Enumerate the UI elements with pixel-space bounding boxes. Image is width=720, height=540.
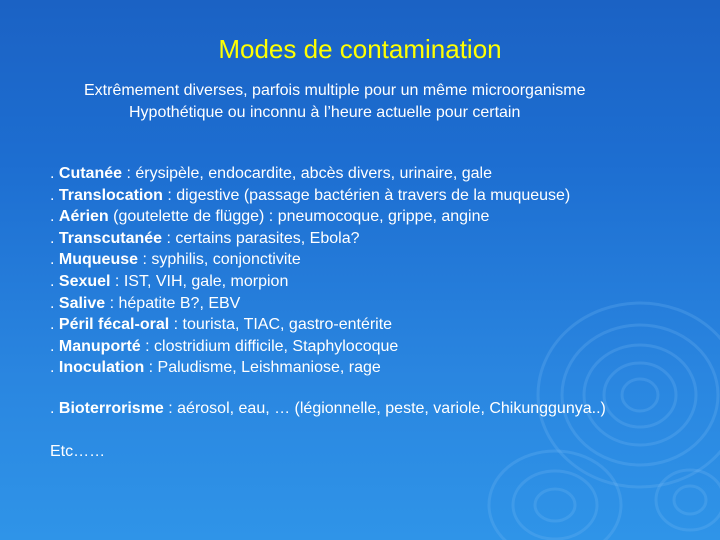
- list-item: [50, 314, 570, 336]
- bioterrorism-line: [50, 400, 606, 418]
- item-bullet: .: [50, 316, 59, 334]
- subtitle-line-1: Extrêmement diverses, parfois multiple pour un même microorganisme: [84, 82, 586, 99]
- item-bullet: .: [50, 337, 59, 355]
- item-description: : IST, VIH, gale, morpion: [110, 272, 289, 290]
- list-item: [50, 228, 570, 250]
- item-description: : syphilis, conjonctivite: [138, 251, 301, 269]
- item-description: : clostridium difficile, Staphylocoque: [140, 337, 399, 355]
- item-bullet: .: [50, 272, 59, 290]
- contamination-modes-list: [50, 163, 570, 379]
- item-term: Salive: [58, 294, 106, 312]
- item-description: (goutelette de flügge) : pneumocoque, grippe, angine: [108, 208, 490, 226]
- item-bullet: .: [50, 251, 59, 269]
- list-item: [50, 293, 570, 315]
- subtitle-line-2: Hypothétique ou inconnu à l’heure actuelle pour certain: [129, 104, 521, 121]
- item-bullet: .: [50, 359, 59, 377]
- list-item: [50, 357, 570, 379]
- item-term: Bioterrorisme: [58, 400, 164, 417]
- slide-title: Modes de contamination: [218, 34, 502, 64]
- item-description: : érysipèle, endocardite, abcès divers, urinaire, gale: [122, 165, 492, 182]
- item-description: : hépatite B?, EBV: [105, 294, 241, 312]
- item-term: Péril fécal-oral: [58, 316, 170, 334]
- item-term: Inoculation: [58, 359, 145, 377]
- list-item: [50, 336, 570, 358]
- item-description: : tourista, TIAC, gastro-entérite: [169, 316, 393, 334]
- list-item: [50, 206, 570, 228]
- item-term: Translocation: [58, 186, 163, 204]
- list-item: [50, 271, 570, 293]
- item-description: : aérosol, eau, … (légionnelle, peste, variole, Chikunggunya..): [163, 400, 606, 417]
- item-bullet: .: [50, 400, 59, 417]
- item-term: Cutanée: [58, 165, 123, 182]
- item-description: : certains parasites, Ebola?: [162, 229, 360, 247]
- item-bullet: .: [50, 208, 59, 226]
- list-item: [50, 249, 570, 271]
- list-item: [50, 185, 570, 207]
- etc-text: Etc……: [50, 443, 106, 460]
- item-term: Aérien: [58, 208, 109, 226]
- item-bullet: .: [50, 294, 59, 312]
- item-term: Muqueuse: [58, 251, 139, 269]
- item-term: Sexuel: [58, 272, 111, 290]
- item-term: Transcutanée: [58, 229, 163, 247]
- item-description: : Paludisme, Leishmaniose, rage: [144, 359, 381, 377]
- list-item: [50, 163, 570, 185]
- item-bullet: .: [50, 229, 59, 247]
- item-bullet: .: [50, 165, 59, 182]
- item-description: : digestive (passage bactérien à travers de la muqueuse): [162, 186, 571, 204]
- item-term: Manuporté: [58, 337, 141, 355]
- item-bullet: .: [50, 186, 59, 204]
